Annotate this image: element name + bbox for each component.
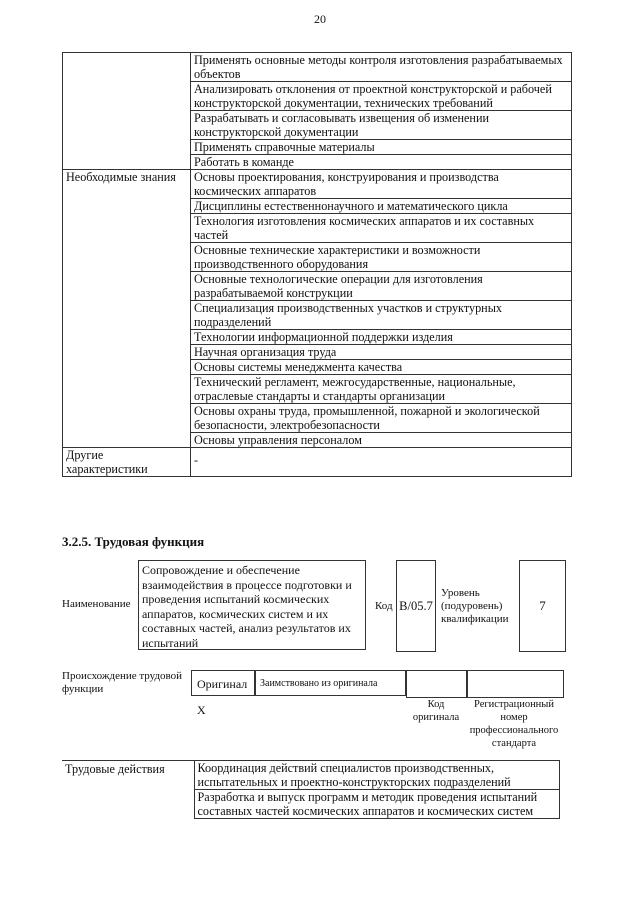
table-row — [62, 761, 560, 790]
origin-borrowed: Заимствовано из оригинала — [255, 670, 406, 696]
knowledge-item: Специализация производственных участков и структурных подразделений — [191, 301, 572, 330]
skills-label-cell — [63, 53, 191, 170]
knowledge-label: Необходимые знания — [63, 170, 191, 448]
other-value: - — [191, 448, 572, 477]
skill-item: Применять основные методы контроля изготовления разрабатываемых объектов — [191, 53, 572, 82]
knowledge-item: Основы управления персоналом — [191, 433, 572, 448]
table-row — [63, 170, 572, 199]
page-number: 20 — [314, 12, 326, 26]
code-label: Код — [375, 600, 393, 612]
other-label: Другие характеристики — [63, 448, 191, 477]
table-row — [63, 448, 572, 477]
level-label: Уровень (подуровень) квалификации — [441, 587, 509, 625]
code-value: B/05.7 — [396, 560, 436, 652]
skill-item: Разрабатывать и согласовывать извещения об изменении конструкторской документации — [191, 111, 572, 140]
origin-code-caption: Код оригинала — [412, 699, 460, 723]
table-row — [63, 53, 572, 82]
knowledge-item: Основные технические характеристики и возможности производственного оборудования — [191, 243, 572, 272]
origin-code-box — [406, 670, 468, 698]
knowledge-item: Основы охраны труда, промышленной, пожарной и экологической безопасности, электробезопасности — [191, 404, 572, 433]
name-label: Наименование — [62, 598, 131, 610]
skills-knowledge-table — [62, 52, 572, 477]
action-item: Координация действий специалистов производственных, испытательных и проектно-конструкторских подразделений — [194, 761, 560, 790]
section-heading: 3.2.5. Трудовая функция — [62, 534, 205, 549]
knowledge-item: Технология изготовления космических аппаратов и их составных частей — [191, 214, 572, 243]
knowledge-item: Дисциплины естественнонаучного и математического цикла — [191, 199, 572, 214]
actions-label: Трудовые действия — [62, 761, 194, 819]
skill-item: Применять справочные материалы — [191, 140, 572, 155]
skill-item: Работать в команде — [191, 155, 572, 170]
origin-original: Оригинал X — [191, 670, 255, 696]
knowledge-item: Основные технологические операции для изготовления разрабатываемой конструкции — [191, 272, 572, 301]
function-name-value: Сопровождение и обеспечение взаимодействия в процессе подготовки и проведения испытаний космических аппаратов, космических систем и их составных частей, анализ результатов их испытаний — [138, 560, 366, 650]
origin-reg-box — [466, 670, 564, 698]
knowledge-item: Технический регламент, межгосударственные, национальные, отраслевые стандарты и стандарты организации — [191, 375, 572, 404]
action-item: Разработка и выпуск программ и методик проведения испытаний составных частей космических аппаратов и космических систем — [194, 790, 560, 819]
origin-label: Происхождение трудовой функции — [62, 670, 183, 695]
level-value: 7 — [519, 560, 566, 652]
knowledge-item: Основы системы менеджмента качества — [191, 360, 572, 375]
actions-table — [62, 760, 560, 819]
origin-reg-caption: Регистрационный номер профессионального стандарта — [469, 699, 559, 749]
knowledge-item: Технологии информационной поддержки изделия — [191, 330, 572, 345]
knowledge-item: Основы проектирования, конструирования и производства космических аппаратов — [191, 170, 572, 199]
knowledge-item: Научная организация труда — [191, 345, 572, 360]
skill-item: Анализировать отклонения от проектной конструкторской и рабочей конструкторской документации, технических требований — [191, 82, 572, 111]
